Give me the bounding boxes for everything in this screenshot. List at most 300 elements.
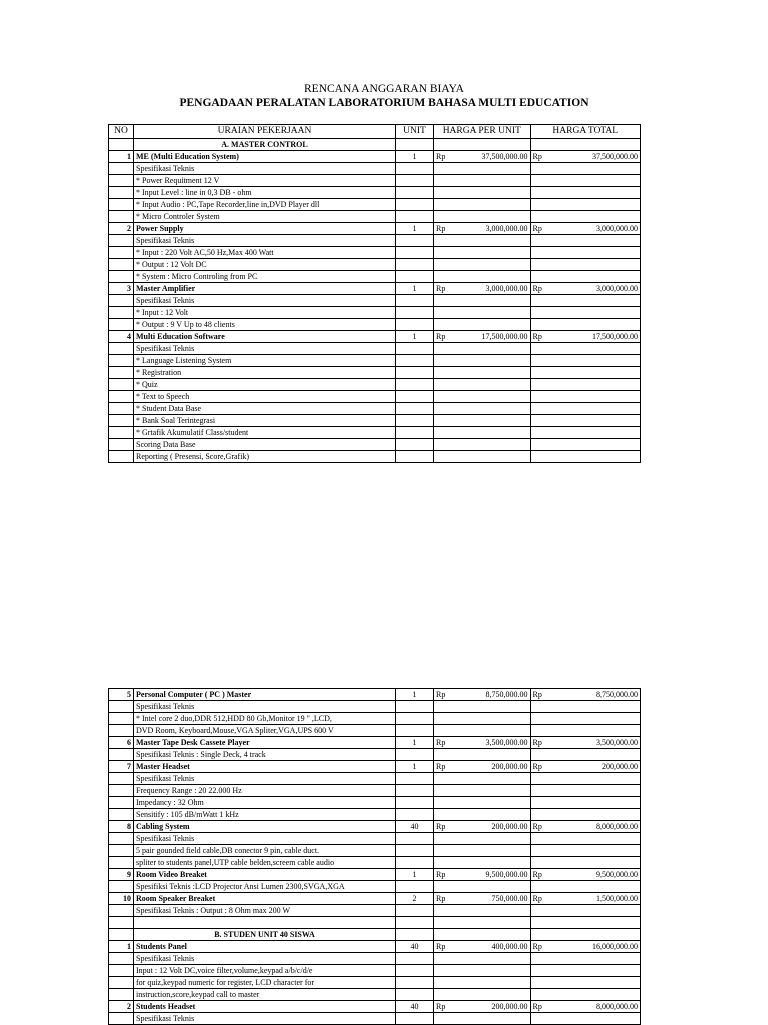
spec-row <box>109 211 641 223</box>
unit-price-currency <box>434 307 469 319</box>
item-number <box>109 403 134 415</box>
item-number <box>109 391 134 403</box>
total-amount <box>565 845 641 857</box>
item-description: spliter to students panel,UTP cable belden,screem cable audio <box>134 857 396 869</box>
unit-price-amount: 750,000.00 <box>468 893 530 905</box>
total-amount <box>565 701 641 713</box>
total-currency <box>530 953 565 965</box>
spec-row <box>109 175 641 187</box>
total-currency: Rp <box>530 689 565 701</box>
total-currency <box>530 163 565 175</box>
item-row <box>109 869 641 881</box>
item-row <box>109 893 641 905</box>
total-currency <box>530 427 565 439</box>
total-currency <box>530 989 565 1001</box>
unit-price-amount <box>468 725 530 737</box>
unit-price-amount <box>468 965 530 977</box>
total-amount <box>565 187 641 199</box>
item-description: Sensitify : 105 dB/mWatt 1 kHz <box>134 809 396 821</box>
item-number: 9 <box>109 869 134 881</box>
item-number <box>109 139 134 151</box>
item-unit <box>396 977 434 989</box>
total-currency <box>530 439 565 451</box>
total-currency <box>530 451 565 463</box>
item-unit <box>396 211 434 223</box>
section-row <box>109 929 641 941</box>
item-description: A. MASTER CONTROL <box>134 139 396 151</box>
item-description: * Student Data Base <box>134 403 396 415</box>
item-description: * Output : 9 V Up to 48 clients <box>134 319 396 331</box>
item-description: Cabling System <box>134 821 396 833</box>
total-currency <box>530 235 565 247</box>
budget-table-page-1 <box>108 124 641 463</box>
total-currency <box>530 403 565 415</box>
spec-row <box>109 451 641 463</box>
item-number <box>109 881 134 893</box>
unit-price-currency <box>434 785 469 797</box>
budget-table-page-2 <box>108 688 641 1025</box>
total-amount: 3,000,000.00 <box>565 283 641 295</box>
unit-price-amount <box>468 881 530 893</box>
unit-price-amount: 200,000.00 <box>468 821 530 833</box>
unit-price-currency: Rp <box>434 761 469 773</box>
item-number <box>109 1013 134 1025</box>
unit-price-amount <box>468 833 530 845</box>
unit-price-currency: Rp <box>434 941 469 953</box>
unit-price-amount: 37,500,000.00 <box>468 151 530 163</box>
item-number <box>109 319 134 331</box>
item-unit <box>396 427 434 439</box>
item-unit <box>396 701 434 713</box>
item-number <box>109 857 134 869</box>
item-description: Spesifikasi Teknis <box>134 773 396 785</box>
item-number: 8 <box>109 821 134 833</box>
unit-price-amount <box>468 259 530 271</box>
item-number <box>109 175 134 187</box>
total-currency <box>530 1013 565 1025</box>
item-description: Power Supply <box>134 223 396 235</box>
item-description: Room Video Breaket <box>134 869 396 881</box>
item-unit <box>396 953 434 965</box>
item-number <box>109 427 134 439</box>
unit-price-amount <box>468 163 530 175</box>
total-amount <box>565 929 641 941</box>
item-description: Spesifiksi Teknis :LCD Projector Ansi Lumen 2300,SVGA,XGA <box>134 881 396 893</box>
unit-price-amount <box>468 307 530 319</box>
total-currency: Rp <box>530 737 565 749</box>
item-number <box>109 295 134 307</box>
spec-row <box>109 187 641 199</box>
item-description: Frequency Range : 20 22.000 Hz <box>134 785 396 797</box>
item-unit <box>396 163 434 175</box>
item-description <box>134 917 396 929</box>
item-unit: 1 <box>396 331 434 343</box>
unit-price-currency <box>434 953 469 965</box>
item-description: * Power Requitment 12 V <box>134 175 396 187</box>
item-description: * Grtafik Akumulatif Class/student <box>134 427 396 439</box>
total-currency <box>530 175 565 187</box>
unit-price-currency <box>434 175 469 187</box>
item-unit: 1 <box>396 869 434 881</box>
total-currency <box>530 415 565 427</box>
total-amount: 3,000,000.00 <box>565 223 641 235</box>
item-unit <box>396 845 434 857</box>
item-description: Spesifikasi Teknis <box>134 833 396 845</box>
total-amount <box>565 319 641 331</box>
total-amount: 16,000,000.00 <box>565 941 641 953</box>
unit-price-currency <box>434 163 469 175</box>
total-amount <box>565 307 641 319</box>
unit-price-currency <box>434 235 469 247</box>
total-amount <box>565 175 641 187</box>
total-amount <box>565 797 641 809</box>
unit-price-amount <box>468 929 530 941</box>
total-currency: Rp <box>530 869 565 881</box>
total-amount <box>565 833 641 845</box>
item-description: ME (Multi Education System) <box>134 151 396 163</box>
spec-row <box>109 403 641 415</box>
total-amount <box>565 427 641 439</box>
item-number <box>109 785 134 797</box>
unit-price-amount <box>468 977 530 989</box>
total-amount: 8,750,000.00 <box>565 689 641 701</box>
unit-price-amount <box>468 139 530 151</box>
total-currency <box>530 259 565 271</box>
unit-price-amount <box>468 319 530 331</box>
item-unit <box>396 187 434 199</box>
item-number <box>109 439 134 451</box>
total-currency <box>530 701 565 713</box>
spec-row <box>109 701 641 713</box>
item-description: Personal Computer ( PC ) Master <box>134 689 396 701</box>
unit-price-currency <box>434 427 469 439</box>
item-description: Spesifikasi Teknis <box>134 295 396 307</box>
unit-price-currency: Rp <box>434 821 469 833</box>
item-description: Spesifikasi Teknis <box>134 163 396 175</box>
item-number <box>109 235 134 247</box>
item-number <box>109 917 134 929</box>
item-description: DVD Room, Keyboard,Mouse,VGA Spliter,VGA,UPS 600 V <box>134 725 396 737</box>
item-description: * Registration <box>134 367 396 379</box>
total-amount: 8,000,000.00 <box>565 821 641 833</box>
item-unit <box>396 391 434 403</box>
unit-price-currency <box>434 905 469 917</box>
unit-price-amount <box>468 953 530 965</box>
unit-price-currency <box>434 977 469 989</box>
total-currency <box>530 857 565 869</box>
item-description: * Input Audio : PC,Tape Recorder,line in,DVD Player dll <box>134 199 396 211</box>
unit-price-currency: Rp <box>434 737 469 749</box>
unit-price-amount <box>468 379 530 391</box>
item-description: * Quiz <box>134 379 396 391</box>
unit-price-amount <box>468 797 530 809</box>
spec-row <box>109 797 641 809</box>
item-unit <box>396 307 434 319</box>
total-amount <box>565 881 641 893</box>
item-description: B. STUDEN UNIT 40 SISWA <box>134 929 396 941</box>
spec-row <box>109 917 641 929</box>
spec-row <box>109 259 641 271</box>
item-number: 2 <box>109 223 134 235</box>
item-description: Reporting ( Presensi, Score,Grafik) <box>134 451 396 463</box>
total-amount <box>565 391 641 403</box>
unit-price-amount <box>468 295 530 307</box>
document-title: RENCANA ANGGARAN BIAYA <box>304 83 464 95</box>
item-number: 6 <box>109 737 134 749</box>
header-total-price: HARGA TOTAL <box>530 125 641 139</box>
item-description: Spesifikasi Teknis <box>134 235 396 247</box>
item-unit: 1 <box>396 151 434 163</box>
total-currency <box>530 271 565 283</box>
item-unit <box>396 355 434 367</box>
item-number: 5 <box>109 689 134 701</box>
unit-price-currency <box>434 199 469 211</box>
total-currency <box>530 833 565 845</box>
unit-price-amount <box>468 917 530 929</box>
unit-price-currency <box>434 247 469 259</box>
unit-price-amount <box>468 211 530 223</box>
total-amount: 3,500,000.00 <box>565 737 641 749</box>
item-description: Master Amplifier <box>134 283 396 295</box>
item-number <box>109 773 134 785</box>
unit-price-currency <box>434 415 469 427</box>
unit-price-amount <box>468 1013 530 1025</box>
unit-price-currency <box>434 809 469 821</box>
item-row <box>109 223 641 235</box>
total-currency <box>530 319 565 331</box>
spec-row <box>109 773 641 785</box>
item-number <box>109 845 134 857</box>
total-currency <box>530 379 565 391</box>
item-description: Spesifikasi Teknis <box>134 343 396 355</box>
unit-price-amount <box>468 809 530 821</box>
item-row <box>109 941 641 953</box>
unit-price-amount <box>468 701 530 713</box>
unit-price-currency <box>434 403 469 415</box>
item-unit <box>396 403 434 415</box>
item-unit <box>396 235 434 247</box>
item-unit <box>396 965 434 977</box>
item-number: 2 <box>109 1001 134 1013</box>
total-amount <box>565 809 641 821</box>
total-amount <box>565 355 641 367</box>
table-header-row <box>109 125 641 139</box>
spec-row <box>109 163 641 175</box>
item-number <box>109 199 134 211</box>
total-currency <box>530 139 565 151</box>
unit-price-currency <box>434 725 469 737</box>
header-no: NO <box>109 125 134 139</box>
item-number <box>109 343 134 355</box>
unit-price-amount: 17,500,000.00 <box>468 331 530 343</box>
item-description: * Bank Soal Terintegrasi <box>134 415 396 427</box>
item-unit <box>396 833 434 845</box>
spec-row <box>109 713 641 725</box>
item-unit <box>396 749 434 761</box>
total-currency: Rp <box>530 941 565 953</box>
unit-price-currency <box>434 439 469 451</box>
item-number: 10 <box>109 893 134 905</box>
unit-price-currency <box>434 881 469 893</box>
unit-price-amount: 200,000.00 <box>468 1001 530 1013</box>
total-currency <box>530 307 565 319</box>
item-row <box>109 1001 641 1013</box>
unit-price-currency: Rp <box>434 869 469 881</box>
item-row <box>109 689 641 701</box>
unit-price-amount: 3,000,000.00 <box>468 283 530 295</box>
unit-price-currency <box>434 713 469 725</box>
spec-row <box>109 247 641 259</box>
unit-price-currency <box>434 343 469 355</box>
unit-price-currency: Rp <box>434 689 469 701</box>
item-number <box>109 977 134 989</box>
item-row <box>109 737 641 749</box>
total-currency <box>530 809 565 821</box>
item-number <box>109 307 134 319</box>
total-currency <box>530 929 565 941</box>
unit-price-currency <box>434 749 469 761</box>
total-currency <box>530 391 565 403</box>
unit-price-currency <box>434 379 469 391</box>
total-amount <box>565 247 641 259</box>
item-unit <box>396 905 434 917</box>
item-unit <box>396 175 434 187</box>
header-unit: UNIT <box>396 125 434 139</box>
total-currency <box>530 749 565 761</box>
total-currency: Rp <box>530 761 565 773</box>
unit-price-currency <box>434 917 469 929</box>
item-description: Scoring Data Base <box>134 439 396 451</box>
total-currency <box>530 211 565 223</box>
item-unit <box>396 451 434 463</box>
item-description: Spesifikasi Teknis : Output : 8 Ohm max 200 W <box>134 905 396 917</box>
unit-price-currency <box>434 857 469 869</box>
item-number <box>109 271 134 283</box>
spec-row <box>109 905 641 917</box>
item-unit <box>396 809 434 821</box>
item-number <box>109 905 134 917</box>
unit-price-amount <box>468 175 530 187</box>
item-description: * Text to Speech <box>134 391 396 403</box>
unit-price-currency <box>434 989 469 1001</box>
unit-price-currency: Rp <box>434 1001 469 1013</box>
item-description: Spesifikasi Teknis <box>134 701 396 713</box>
item-unit <box>396 857 434 869</box>
header-description: URAIAN PEKERJAAN <box>134 125 396 139</box>
item-unit: 1 <box>396 689 434 701</box>
spec-row <box>109 355 641 367</box>
item-description: Spesifikasi Teknis <box>134 1013 396 1025</box>
spec-row <box>109 307 641 319</box>
spec-row <box>109 857 641 869</box>
total-amount <box>565 1013 641 1025</box>
total-amount <box>565 451 641 463</box>
unit-price-currency <box>434 271 469 283</box>
unit-price-currency <box>434 187 469 199</box>
unit-price-currency <box>434 845 469 857</box>
item-unit <box>396 367 434 379</box>
item-unit <box>396 773 434 785</box>
unit-price-amount <box>468 247 530 259</box>
unit-price-amount: 9,500,000.00 <box>468 869 530 881</box>
spec-row <box>109 977 641 989</box>
item-number <box>109 247 134 259</box>
spec-row <box>109 785 641 797</box>
unit-price-currency <box>434 965 469 977</box>
unit-price-amount <box>468 403 530 415</box>
total-amount <box>565 439 641 451</box>
spec-row <box>109 271 641 283</box>
spec-row <box>109 809 641 821</box>
item-number <box>109 749 134 761</box>
total-amount: 17,500,000.00 <box>565 331 641 343</box>
total-currency: Rp <box>530 893 565 905</box>
spec-row <box>109 415 641 427</box>
item-unit <box>396 379 434 391</box>
item-unit <box>396 917 434 929</box>
unit-price-amount <box>468 439 530 451</box>
total-amount <box>565 917 641 929</box>
unit-price-amount: 8,750,000.00 <box>468 689 530 701</box>
item-number <box>109 713 134 725</box>
item-number <box>109 989 134 1001</box>
total-currency <box>530 965 565 977</box>
item-description: * Intel core 2 duo,DDR 512,HDD 80 Gb,Monitor 19 " ,LCD, <box>134 713 396 725</box>
total-amount <box>565 977 641 989</box>
item-number <box>109 833 134 845</box>
total-amount <box>565 953 641 965</box>
item-unit <box>396 797 434 809</box>
total-currency <box>530 797 565 809</box>
total-amount <box>565 235 641 247</box>
item-description: 5 pair gounded field cable,DB conector 9 pin, cable duct. <box>134 845 396 857</box>
item-unit: 2 <box>396 893 434 905</box>
spec-row <box>109 439 641 451</box>
spec-row <box>109 965 641 977</box>
item-unit <box>396 139 434 151</box>
item-number <box>109 809 134 821</box>
total-amount <box>565 211 641 223</box>
total-currency: Rp <box>530 821 565 833</box>
total-currency <box>530 881 565 893</box>
item-description: Room Speaker Breaket <box>134 893 396 905</box>
total-currency <box>530 355 565 367</box>
spec-row <box>109 379 641 391</box>
spec-row <box>109 725 641 737</box>
total-amount <box>565 271 641 283</box>
total-amount: 8,000,000.00 <box>565 1001 641 1013</box>
item-number <box>109 379 134 391</box>
spec-row <box>109 881 641 893</box>
item-unit <box>396 415 434 427</box>
item-unit <box>396 1013 434 1025</box>
item-description: Master Headset <box>134 761 396 773</box>
total-currency <box>530 367 565 379</box>
unit-price-amount: 3,000,000.00 <box>468 223 530 235</box>
unit-price-amount <box>468 713 530 725</box>
item-description: Master Tape Desk Cassete Player <box>134 737 396 749</box>
item-number <box>109 187 134 199</box>
unit-price-amount <box>468 749 530 761</box>
unit-price-amount <box>468 989 530 1001</box>
unit-price-amount <box>468 451 530 463</box>
item-description: Students Panel <box>134 941 396 953</box>
unit-price-currency <box>434 773 469 785</box>
unit-price-amount <box>468 187 530 199</box>
item-number <box>109 965 134 977</box>
total-amount <box>565 367 641 379</box>
unit-price-amount <box>468 343 530 355</box>
